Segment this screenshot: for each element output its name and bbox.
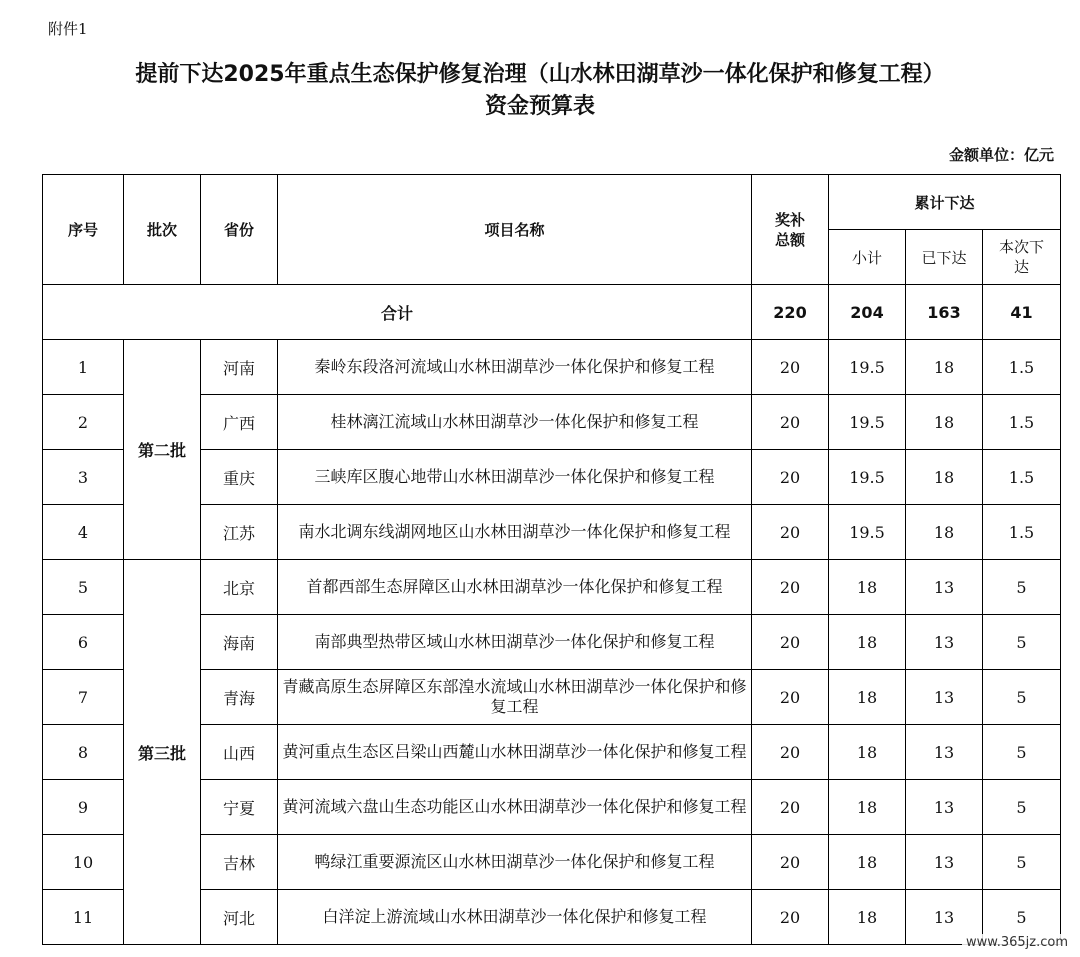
- row-issued: 13: [906, 780, 983, 835]
- header-subtotal: 小计: [829, 230, 906, 285]
- row-subtotal: 19.5: [829, 340, 906, 395]
- row-subtotal: 19.5: [829, 505, 906, 560]
- row-current: 5: [983, 670, 1061, 725]
- row-subtotal: 19.5: [829, 450, 906, 505]
- row-current: 5: [983, 835, 1061, 890]
- row-project-name: 南水北调东线湖网地区山水林田湖草沙一体化保护和修复工程: [278, 505, 752, 560]
- row-project-name: 鸭绿江重要源流区山水林田湖草沙一体化保护和修复工程: [278, 835, 752, 890]
- row-province: 山西: [201, 725, 278, 780]
- row-project-name: 秦岭东段洛河流域山水林田湖草沙一体化保护和修复工程: [278, 340, 752, 395]
- row-issued: 18: [906, 450, 983, 505]
- summary-issued: 163: [906, 285, 983, 340]
- amount-unit: 金额单位：亿元: [948, 146, 1054, 164]
- row-seq: 6: [43, 615, 124, 670]
- summary-label: 合计: [43, 285, 752, 340]
- header-current: 本次下达: [983, 230, 1061, 285]
- header-seq: 序号: [43, 175, 124, 285]
- row-total: 20: [752, 725, 829, 780]
- row-province: 宁夏: [201, 780, 278, 835]
- header-batch: 批次: [124, 175, 201, 285]
- row-subtotal: 18: [829, 725, 906, 780]
- row-issued: 13: [906, 670, 983, 725]
- row-current: 5: [983, 780, 1061, 835]
- row-current: 5: [983, 560, 1061, 615]
- header-total-award: 奖补总额: [752, 175, 829, 285]
- row-issued: 13: [906, 560, 983, 615]
- row-project-name: 白洋淀上游流域山水林田湖草沙一体化保护和修复工程: [278, 890, 752, 945]
- row-seq: 9: [43, 780, 124, 835]
- row-seq: 8: [43, 725, 124, 780]
- row-project-name: 黄河重点生态区吕梁山西麓山水林田湖草沙一体化保护和修复工程: [278, 725, 752, 780]
- header-project-name: 项目名称: [278, 175, 752, 285]
- summary-row: [43, 285, 1061, 340]
- row-total: 20: [752, 835, 829, 890]
- row-subtotal: 18: [829, 835, 906, 890]
- row-total: 20: [752, 890, 829, 945]
- row-seq: 7: [43, 670, 124, 725]
- row-total: 20: [752, 780, 829, 835]
- row-current: 5: [983, 615, 1061, 670]
- row-seq: 4: [43, 505, 124, 560]
- row-current: 5: [983, 725, 1061, 780]
- row-seq: 11: [43, 890, 124, 945]
- batch-label: 第三批: [124, 560, 201, 945]
- row-subtotal: 18: [829, 560, 906, 615]
- row-province: 青海: [201, 670, 278, 725]
- table-row: [43, 560, 1061, 615]
- row-total: 20: [752, 505, 829, 560]
- row-current: 1.5: [983, 450, 1061, 505]
- row-subtotal: 19.5: [829, 395, 906, 450]
- row-seq: 3: [43, 450, 124, 505]
- row-project-name: 青藏高原生态屏障区东部湟水流域山水林田湖草沙一体化保护和修复工程: [278, 670, 752, 725]
- summary-current: 41: [983, 285, 1061, 340]
- budget-table: [42, 174, 1061, 945]
- row-subtotal: 18: [829, 670, 906, 725]
- row-province: 河北: [201, 890, 278, 945]
- row-total: 20: [752, 670, 829, 725]
- document-subtitle: 资金预算表: [484, 94, 595, 119]
- row-issued: 18: [906, 340, 983, 395]
- row-issued: 13: [906, 725, 983, 780]
- row-province: 重庆: [201, 450, 278, 505]
- header-cumulative: 累计下达: [829, 175, 1061, 230]
- row-subtotal: 18: [829, 890, 906, 945]
- row-seq: 2: [43, 395, 124, 450]
- row-total: 20: [752, 615, 829, 670]
- summary-total: 220: [752, 285, 829, 340]
- row-seq: 10: [43, 835, 124, 890]
- row-subtotal: 18: [829, 615, 906, 670]
- row-project-name: 三峡库区腹心地带山水林田湖草沙一体化保护和修复工程: [278, 450, 752, 505]
- row-province: 海南: [201, 615, 278, 670]
- row-seq: 1: [43, 340, 124, 395]
- row-province: 北京: [201, 560, 278, 615]
- row-province: 江苏: [201, 505, 278, 560]
- header-province: 省份: [201, 175, 278, 285]
- row-total: 20: [752, 560, 829, 615]
- table-row: [43, 340, 1061, 395]
- row-project-name: 南部典型热带区域山水林田湖草沙一体化保护和修复工程: [278, 615, 752, 670]
- header-issued: 已下达: [906, 230, 983, 285]
- attachment-label: 附件1: [48, 20, 88, 38]
- row-province: 广西: [201, 395, 278, 450]
- row-project-name: 首都西部生态屏障区山水林田湖草沙一体化保护和修复工程: [278, 560, 752, 615]
- watermark: www.365jz.com: [962, 934, 1072, 951]
- row-issued: 13: [906, 835, 983, 890]
- row-seq: 5: [43, 560, 124, 615]
- row-total: 20: [752, 450, 829, 505]
- row-province: 吉林: [201, 835, 278, 890]
- row-project-name: 黄河流域六盘山生态功能区山水林田湖草沙一体化保护和修复工程: [278, 780, 752, 835]
- summary-subtotal: 204: [829, 285, 906, 340]
- row-current: 1.5: [983, 395, 1061, 450]
- row-current: 5: [983, 890, 1061, 945]
- row-issued: 18: [906, 395, 983, 450]
- row-total: 20: [752, 340, 829, 395]
- row-issued: 13: [906, 890, 983, 945]
- batch-label: 第二批: [124, 340, 201, 560]
- row-issued: 18: [906, 505, 983, 560]
- row-total: 20: [752, 395, 829, 450]
- row-current: 1.5: [983, 340, 1061, 395]
- document-title: 提前下达2025年重点生态保护修复治理（山水林田湖草沙一体化保护和修复工程）: [135, 62, 945, 87]
- row-subtotal: 18: [829, 780, 906, 835]
- row-project-name: 桂林漓江流域山水林田湖草沙一体化保护和修复工程: [278, 395, 752, 450]
- row-province: 河南: [201, 340, 278, 395]
- row-current: 1.5: [983, 505, 1061, 560]
- row-issued: 13: [906, 615, 983, 670]
